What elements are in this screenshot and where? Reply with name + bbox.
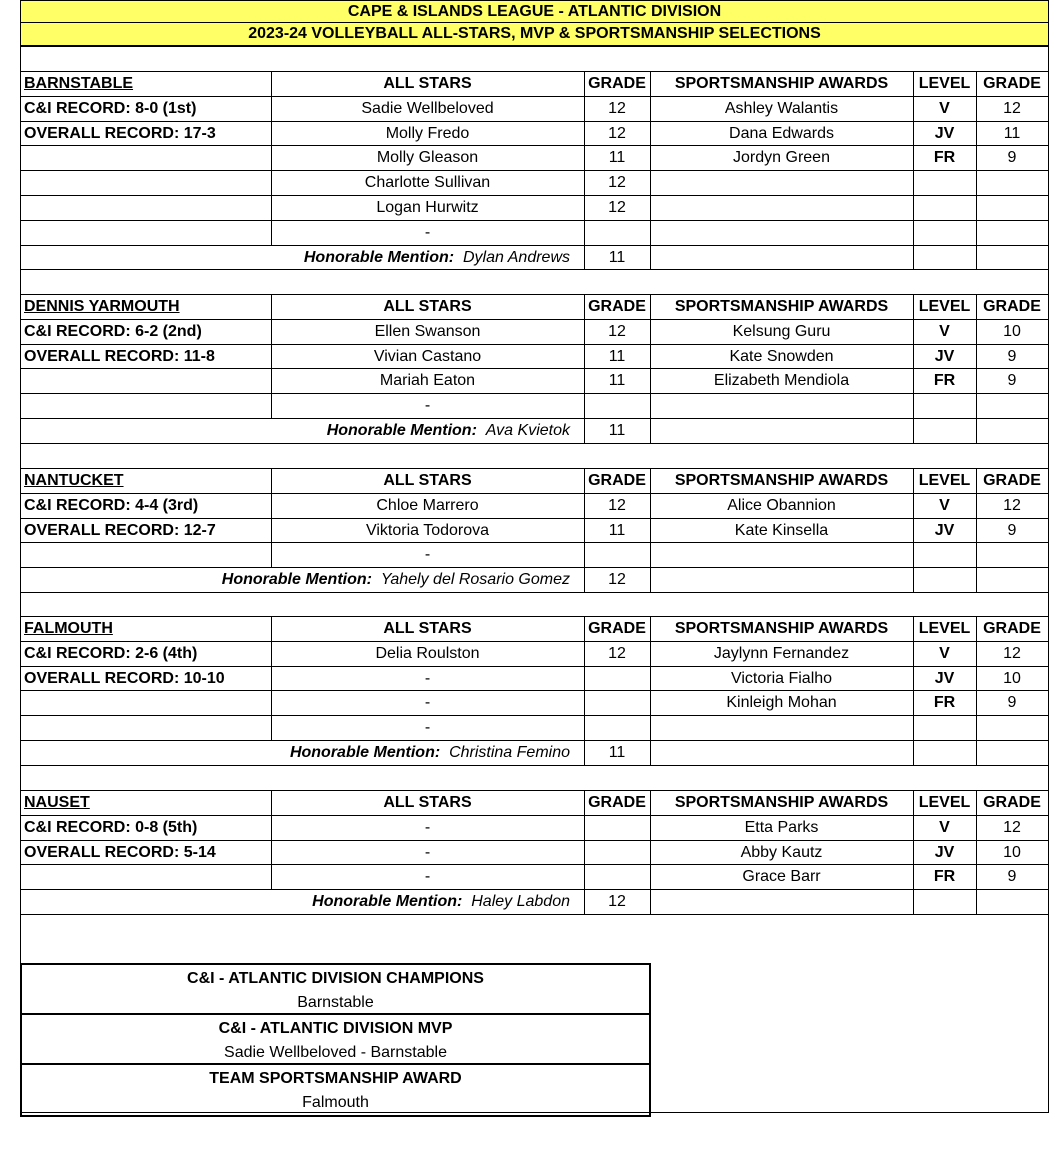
grid-line (20, 269, 1049, 270)
all-star-grade (584, 840, 650, 865)
sportsmanship-level: FR (933, 372, 956, 390)
all-star-name: - (424, 546, 431, 564)
ci-record: C&I RECORD: 2-6 (4th) (24, 644, 198, 662)
all-star-grade: 11 (608, 347, 626, 365)
sportsmanship-name: Jaylynn Fernandez (713, 644, 850, 662)
col-header-grade: GRADE (588, 794, 646, 811)
sportsmanship-name: Kate Kinsella (734, 521, 829, 539)
sportsmanship-level: JV (934, 124, 955, 142)
all-star-grade: 12 (608, 199, 626, 216)
sportsmanship-name: Elizabeth Mendiola (713, 372, 850, 390)
honorable-mention-label: Honorable Mention: (326, 422, 477, 439)
sportsmanship-grade: 10 (1003, 669, 1021, 687)
grid-line (20, 592, 1049, 593)
sportsmanship-grade: 10 (1003, 843, 1021, 861)
col-header-level: LEVEL (918, 75, 971, 92)
sportsmanship-level: V (939, 99, 950, 117)
summary-heading: TEAM SPORTSMANSHIP AWARD (209, 1070, 462, 1087)
team-name: NANTUCKET (24, 472, 124, 489)
team-name: BARNSTABLE (24, 75, 134, 92)
all-star-name: - (424, 719, 431, 737)
all-star-name: - (424, 868, 431, 886)
honorable-mention-name: Dylan Andrews (462, 248, 570, 266)
sportsmanship-level: JV (934, 521, 955, 539)
all-star-grade: 11 (608, 521, 626, 539)
sportsmanship-name: Etta Parks (744, 818, 819, 836)
sportsmanship-level: JV (934, 843, 955, 861)
sportsmanship-name: Kelsung Guru (732, 322, 831, 340)
summary-row (22, 965, 649, 1015)
all-star-grade (584, 220, 650, 245)
all-star-name: Logan Hurwitz (376, 199, 479, 216)
col-header-sportsmanship: SPORTSMANSHIP AWARDS (674, 620, 889, 637)
sportsmanship-level: V (939, 818, 950, 836)
sportsmanship-grade: 9 (1007, 347, 1017, 365)
sportsmanship-level: FR (933, 149, 956, 167)
all-star-name: Viktoria Todorova (365, 521, 490, 539)
sportsmanship-level: V (939, 496, 950, 514)
sportsmanship-name: Victoria Fialho (730, 669, 833, 687)
sportsmanship-name: Jordyn Green (733, 149, 830, 167)
honorable-mention-grade: 11 (608, 744, 626, 761)
all-star-name: Charlotte Sullivan (364, 174, 491, 192)
summary-row (22, 1015, 649, 1065)
honorable-mention-name: Ava Kvietok (485, 422, 570, 439)
selections-title: 2023-24 VOLLEYBALL ALL-STARS, MVP & SPORTSMANSHIP SELECTIONS (20, 22, 1049, 46)
sportsmanship-grade: 10 (1003, 322, 1021, 340)
summary-heading: C&I - ATLANTIC DIVISION CHAMPIONS (187, 970, 484, 987)
overall-record: OVERALL RECORD: 11-8 (24, 347, 215, 365)
all-star-grade: 12 (608, 322, 626, 340)
col-header-level: LEVEL (918, 794, 971, 811)
honorable-mention (21, 418, 584, 443)
all-star-name: - (424, 843, 431, 861)
summary-box (20, 963, 651, 1117)
col-header-sportsmanship: SPORTSMANSHIP AWARDS (674, 298, 889, 315)
sportsmanship-level: FR (933, 868, 956, 886)
grid-line (20, 914, 1049, 915)
all-star-grade: 12 (608, 99, 626, 117)
all-star-name: - (424, 694, 431, 712)
honorable-mention-grade: 11 (608, 248, 626, 266)
sportsmanship-name: Abby Kautz (740, 843, 823, 861)
all-star-grade: 12 (608, 124, 626, 142)
ci-record: C&I RECORD: 4-4 (3rd) (24, 496, 199, 514)
all-star-grade (584, 666, 650, 691)
col-header-all-stars: ALL STARS (383, 298, 472, 315)
overall-record: OVERALL RECORD: 17-3 (24, 124, 216, 142)
grid-line (20, 46, 1049, 47)
sportsmanship-grade: 12 (1003, 818, 1021, 836)
all-star-grade: 11 (608, 149, 626, 167)
sportsmanship-level: V (939, 322, 950, 340)
honorable-mention-label: Honorable Mention: (312, 893, 463, 911)
honorable-mention-grade: 12 (608, 571, 626, 589)
all-star-grade: 11 (608, 372, 626, 390)
honorable-mention-name: Yahely del Rosario Gomez (380, 571, 570, 589)
ci-record: C&I RECORD: 0-8 (5th) (24, 818, 198, 836)
all-star-name: - (424, 223, 431, 241)
sportsmanship-name: Dana Edwards (729, 124, 834, 142)
overall-record: OVERALL RECORD: 12-7 (24, 521, 216, 539)
all-star-grade (584, 690, 650, 715)
col-header-grade-2: GRADE (983, 298, 1041, 315)
sportsmanship-name: Alice Obannion (727, 496, 836, 514)
sportsmanship-name: Ashley Walantis (724, 99, 839, 117)
honorable-mention-grade: 12 (608, 893, 626, 911)
summary-value: Falmouth (302, 1094, 369, 1111)
col-header-all-stars: ALL STARS (383, 472, 472, 489)
overall-record: OVERALL RECORD: 10-10 (24, 669, 225, 687)
sportsmanship-level: V (939, 644, 950, 662)
col-header-sportsmanship: SPORTSMANSHIP AWARDS (674, 472, 889, 489)
honorable-mention (21, 889, 584, 914)
all-star-grade: 12 (608, 496, 626, 514)
col-header-level: LEVEL (918, 472, 971, 489)
sportsmanship-grade: 9 (1007, 694, 1017, 712)
sportsmanship-level: JV (934, 669, 955, 687)
all-star-name: Molly Gleason (376, 149, 479, 167)
all-star-name: Delia Roulston (375, 644, 480, 662)
honorable-mention (21, 245, 584, 270)
all-star-name: - (424, 669, 431, 687)
col-header-grade-2: GRADE (983, 472, 1041, 489)
col-header-all-stars: ALL STARS (383, 620, 472, 637)
all-star-name: Molly Fredo (385, 124, 470, 142)
sportsmanship-name: Kate Snowden (729, 347, 834, 365)
all-star-name: Mariah Eaton (379, 372, 476, 390)
honorable-mention-label: Honorable Mention: (221, 571, 372, 589)
sportsmanship-grade: 9 (1007, 372, 1017, 390)
honorable-mention-grade: 11 (608, 422, 626, 439)
all-star-grade: 12 (608, 644, 626, 662)
team-name: FALMOUTH (24, 620, 113, 637)
sportsmanship-grade: 9 (1007, 868, 1017, 886)
summary-row (22, 1065, 649, 1115)
sportsmanship-grade: 12 (1003, 496, 1021, 514)
honorable-mention (21, 740, 584, 765)
sportsmanship-name: Kinleigh Mohan (726, 694, 837, 712)
sportsmanship-name: Grace Barr (742, 868, 821, 886)
col-header-grade-2: GRADE (983, 75, 1041, 92)
honorable-mention (21, 567, 584, 592)
sportsmanship-level: JV (934, 347, 955, 365)
col-header-grade-2: GRADE (983, 794, 1041, 811)
all-star-grade (584, 393, 650, 418)
col-header-grade: GRADE (588, 472, 646, 489)
sportsmanship-grade: 12 (1003, 644, 1021, 662)
team-name: DENNIS YARMOUTH (24, 298, 180, 315)
summary-value: Sadie Wellbeloved - Barnstable (224, 1044, 447, 1061)
col-header-level: LEVEL (918, 620, 971, 637)
col-header-sportsmanship: SPORTSMANSHIP AWARDS (674, 794, 889, 811)
honorable-mention-label: Honorable Mention: (289, 744, 441, 761)
col-header-all-stars: ALL STARS (383, 75, 472, 92)
col-header-all-stars: ALL STARS (383, 794, 472, 811)
all-star-name: Sadie Wellbeloved (361, 99, 494, 117)
team-name: NAUSET (24, 794, 90, 811)
sportsmanship-grade: 12 (1003, 99, 1021, 117)
col-header-level: LEVEL (918, 298, 971, 315)
all-star-grade: 12 (608, 174, 626, 192)
league-title: CAPE & ISLANDS LEAGUE - ATLANTIC DIVISION (20, 0, 1049, 24)
col-header-grade: GRADE (588, 620, 646, 637)
overall-record: OVERALL RECORD: 5-14 (24, 843, 216, 861)
all-star-grade (584, 715, 650, 740)
col-header-grade: GRADE (588, 298, 646, 315)
all-star-name: Ellen Swanson (374, 322, 481, 340)
honorable-mention-label: Honorable Mention: (303, 248, 455, 266)
col-header-sportsmanship: SPORTSMANSHIP AWARDS (674, 75, 889, 92)
sportsmanship-grade: 9 (1007, 149, 1017, 167)
all-star-name: - (424, 397, 431, 415)
summary-heading: C&I - ATLANTIC DIVISION MVP (218, 1020, 453, 1037)
all-star-name: Vivian Castano (373, 347, 482, 365)
all-star-grade (584, 864, 650, 889)
sportsmanship-level: FR (933, 694, 956, 712)
all-star-grade (584, 815, 650, 840)
sportsmanship-grade: 11 (1003, 124, 1021, 142)
ci-record: C&I RECORD: 6-2 (2nd) (24, 322, 202, 340)
ci-record: C&I RECORD: 8-0 (1st) (24, 99, 197, 117)
all-star-name: - (424, 818, 431, 836)
all-star-grade (584, 542, 650, 567)
summary-value: Barnstable (297, 994, 374, 1011)
honorable-mention-name: Haley Labdon (471, 893, 570, 911)
honorable-mention-name: Christina Femino (449, 744, 570, 761)
sportsmanship-grade: 9 (1007, 521, 1017, 539)
col-header-grade-2: GRADE (983, 620, 1041, 637)
col-header-grade: GRADE (588, 75, 646, 92)
all-star-name: Chloe Marrero (376, 496, 479, 514)
